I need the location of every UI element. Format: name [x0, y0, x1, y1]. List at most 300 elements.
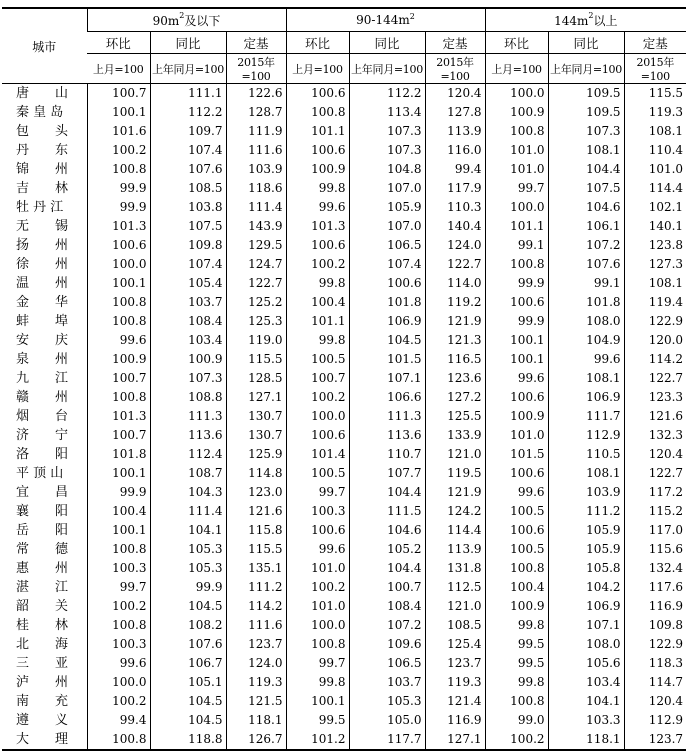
index-value: 112.4 — [150, 445, 226, 464]
index-value: 114.4 — [624, 179, 686, 198]
index-value: 106.7 — [150, 654, 226, 673]
index-value: 127.2 — [425, 388, 485, 407]
index-value: 112.5 — [425, 578, 485, 597]
table-body — [2, 84, 686, 751]
city-name: 锦 州 — [16, 162, 69, 177]
header-base-1: 上年同月=100 — [548, 54, 624, 84]
index-value: 107.5 — [150, 217, 226, 236]
index-value: 100.5 — [485, 540, 548, 559]
table-row — [2, 635, 686, 654]
index-value: 128.5 — [226, 369, 286, 388]
header-sub-1: 同比 — [548, 32, 624, 54]
table-row — [2, 255, 686, 274]
index-value: 125.5 — [425, 407, 485, 426]
header-group-label: 144m — [554, 13, 589, 28]
index-value: 107.6 — [150, 635, 226, 654]
index-value: 104.4 — [349, 483, 425, 502]
index-value: 111.6 — [226, 141, 286, 160]
index-value: 100.6 — [286, 426, 349, 445]
index-value: 103.3 — [548, 711, 624, 730]
index-value: 125.4 — [425, 635, 485, 654]
index-value: 100.6 — [87, 236, 150, 255]
index-value: 100.6 — [286, 236, 349, 255]
index-value: 100.7 — [87, 84, 150, 104]
city-name: 遵 义 — [16, 713, 69, 728]
index-value: 106.5 — [349, 654, 425, 673]
index-value: 103.9 — [548, 483, 624, 502]
index-value: 105.9 — [548, 521, 624, 540]
table-row — [2, 312, 686, 331]
header-city: 城市 — [2, 8, 87, 84]
index-value: 99.7 — [485, 179, 548, 198]
index-value: 100.6 — [485, 293, 548, 312]
index-value: 111.3 — [150, 407, 226, 426]
index-value: 100.2 — [87, 692, 150, 711]
index-value: 100.3 — [286, 502, 349, 521]
header-group-label: 90m — [152, 13, 180, 28]
index-value: 113.6 — [150, 426, 226, 445]
index-value: 100.1 — [286, 692, 349, 711]
index-value: 120.4 — [425, 84, 485, 104]
index-value: 111.5 — [349, 502, 425, 521]
city-name: 常 德 — [16, 542, 69, 557]
index-value: 122.9 — [624, 635, 686, 654]
index-value: 119.3 — [425, 673, 485, 692]
index-value: 107.3 — [349, 141, 425, 160]
index-value: 100.0 — [87, 255, 150, 274]
index-value: 99.7 — [286, 483, 349, 502]
index-value: 100.7 — [87, 426, 150, 445]
index-value: 101.5 — [485, 445, 548, 464]
index-value: 117.9 — [425, 179, 485, 198]
index-value: 99.6 — [548, 350, 624, 369]
city-name: 大 理 — [2, 730, 87, 750]
index-value: 101.8 — [87, 445, 150, 464]
index-value: 100.0 — [87, 673, 150, 692]
index-value: 99.7 — [87, 578, 150, 597]
index-value: 104.5 — [349, 331, 425, 350]
header-sub-2: 定基 — [425, 32, 485, 54]
table-row — [2, 464, 686, 483]
header-group-medium — [286, 8, 485, 32]
index-value: 123.7 — [425, 654, 485, 673]
index-value: 101.3 — [87, 217, 150, 236]
index-value: 101.1 — [485, 217, 548, 236]
index-value: 135.1 — [226, 559, 286, 578]
index-value: 100.2 — [87, 597, 150, 616]
index-value: 123.0 — [226, 483, 286, 502]
index-value: 106.9 — [548, 597, 624, 616]
index-value: 111.3 — [349, 407, 425, 426]
index-value: 100.0 — [485, 84, 548, 104]
index-value: 100.7 — [87, 369, 150, 388]
index-value: 107.4 — [349, 255, 425, 274]
index-value: 121.9 — [425, 312, 485, 331]
city-name: 秦 皇 岛 — [16, 105, 64, 120]
index-value: 118.8 — [150, 730, 226, 750]
index-value: 105.9 — [349, 198, 425, 217]
index-value: 119.4 — [624, 293, 686, 312]
index-value: 114.0 — [425, 274, 485, 293]
city-name: 襄 阳 — [16, 504, 69, 519]
index-value: 124.7 — [226, 255, 286, 274]
index-value: 99.8 — [286, 274, 349, 293]
index-value: 107.6 — [548, 255, 624, 274]
index-value: 113.9 — [425, 122, 485, 141]
table-row — [2, 578, 686, 597]
index-value: 123.7 — [624, 730, 686, 750]
index-value: 109.6 — [349, 635, 425, 654]
index-value: 99.4 — [87, 711, 150, 730]
index-value: 125.3 — [226, 312, 286, 331]
index-value: 100.8 — [286, 103, 349, 122]
index-value: 99.6 — [286, 540, 349, 559]
city-name: 无 锡 — [16, 219, 69, 234]
index-value: 104.6 — [548, 198, 624, 217]
index-value: 104.1 — [548, 692, 624, 711]
index-value: 110.5 — [548, 445, 624, 464]
index-value: 127.8 — [425, 103, 485, 122]
table-row — [2, 141, 686, 160]
index-value: 101.0 — [485, 426, 548, 445]
index-value: 114.8 — [226, 464, 286, 483]
index-value: 108.0 — [548, 312, 624, 331]
header-base-1: 上年同月=100 — [349, 54, 425, 84]
table-row — [2, 388, 686, 407]
header-group-large — [485, 8, 686, 32]
city-name: 北 海 — [16, 637, 69, 652]
city-name: 徐 州 — [16, 257, 69, 272]
index-value: 117.6 — [624, 578, 686, 597]
index-value: 100.6 — [485, 388, 548, 407]
index-value: 101.0 — [286, 597, 349, 616]
index-value: 109.8 — [150, 236, 226, 255]
index-value: 105.6 — [548, 654, 624, 673]
index-value: 124.0 — [226, 654, 286, 673]
index-value: 99.1 — [548, 274, 624, 293]
header-sub-0: 环比 — [87, 32, 150, 54]
index-value: 100.9 — [87, 350, 150, 369]
index-value: 101.0 — [286, 559, 349, 578]
header-row-groups — [2, 8, 686, 32]
header-base-2: 2015年=100 — [624, 54, 686, 84]
header-group-small — [87, 8, 286, 32]
index-value: 115.8 — [226, 521, 286, 540]
table-row — [2, 711, 686, 730]
index-value: 100.2 — [286, 578, 349, 597]
index-value: 101.3 — [87, 407, 150, 426]
header-sub-2: 定基 — [226, 32, 286, 54]
index-value: 118.6 — [226, 179, 286, 198]
header-sub-0: 环比 — [485, 32, 548, 54]
index-value: 116.0 — [425, 141, 485, 160]
table-row — [2, 445, 686, 464]
index-value: 108.1 — [548, 141, 624, 160]
index-value: 99.5 — [485, 654, 548, 673]
table-row — [2, 350, 686, 369]
index-value: 100.8 — [485, 692, 548, 711]
index-value: 100.1 — [485, 331, 548, 350]
index-value: 107.1 — [548, 616, 624, 635]
index-value: 108.4 — [150, 312, 226, 331]
index-value: 121.0 — [425, 445, 485, 464]
index-value: 111.9 — [226, 122, 286, 141]
index-value: 113.6 — [349, 426, 425, 445]
index-value: 100.3 — [87, 559, 150, 578]
index-value: 99.5 — [485, 635, 548, 654]
index-value: 108.4 — [349, 597, 425, 616]
header-sub-1: 同比 — [349, 32, 425, 54]
index-value: 116.9 — [624, 597, 686, 616]
index-value: 106.5 — [349, 236, 425, 255]
index-value: 101.5 — [349, 350, 425, 369]
header-sub-1: 同比 — [150, 32, 226, 54]
index-value: 105.3 — [349, 692, 425, 711]
index-value: 120.4 — [624, 692, 686, 711]
city-name: 泉 州 — [16, 352, 69, 367]
index-value: 123.7 — [226, 635, 286, 654]
index-value: 100.6 — [286, 84, 349, 104]
index-value: 100.7 — [349, 578, 425, 597]
index-value: 112.2 — [150, 103, 226, 122]
index-value: 121.6 — [624, 407, 686, 426]
index-value: 100.0 — [286, 407, 349, 426]
table-row — [2, 217, 686, 236]
index-value: 100.8 — [87, 160, 150, 179]
index-value: 100.1 — [485, 350, 548, 369]
index-value: 133.9 — [425, 426, 485, 445]
index-value: 119.3 — [624, 103, 686, 122]
city-name: 惠 州 — [16, 561, 69, 576]
index-value: 108.1 — [548, 369, 624, 388]
index-value: 100.6 — [286, 521, 349, 540]
index-value: 100.9 — [150, 350, 226, 369]
index-value: 101.2 — [286, 730, 349, 750]
index-value: 100.5 — [286, 464, 349, 483]
index-value: 117.2 — [624, 483, 686, 502]
index-value: 104.5 — [150, 711, 226, 730]
index-value: 100.3 — [87, 635, 150, 654]
header-base-1: 上年同月=100 — [150, 54, 226, 84]
index-value: 127.1 — [425, 730, 485, 750]
index-value: 99.0 — [485, 711, 548, 730]
city-name: 平 顶 山 — [16, 466, 64, 481]
index-value: 100.5 — [286, 350, 349, 369]
header-group-sup: 2 — [588, 10, 594, 20]
index-value: 100.2 — [286, 388, 349, 407]
index-value: 110.7 — [349, 445, 425, 464]
index-value: 100.6 — [286, 141, 349, 160]
index-value: 101.8 — [548, 293, 624, 312]
index-value: 107.2 — [349, 616, 425, 635]
index-value: 140.1 — [624, 217, 686, 236]
header-base-0: 上月=100 — [485, 54, 548, 84]
index-value: 101.1 — [286, 122, 349, 141]
index-value: 107.2 — [548, 236, 624, 255]
table-row — [2, 84, 686, 104]
index-value: 100.0 — [286, 616, 349, 635]
index-value: 108.0 — [548, 635, 624, 654]
index-value: 106.9 — [349, 312, 425, 331]
table-header — [2, 8, 686, 84]
index-value: 107.7 — [349, 464, 425, 483]
index-value: 100.8 — [87, 388, 150, 407]
index-value: 99.9 — [150, 578, 226, 597]
index-value: 99.4 — [425, 160, 485, 179]
index-value: 127.1 — [226, 388, 286, 407]
index-value: 100.1 — [87, 274, 150, 293]
index-value: 105.0 — [349, 711, 425, 730]
table-row — [2, 103, 686, 122]
index-value: 121.9 — [425, 483, 485, 502]
index-value: 104.5 — [150, 597, 226, 616]
city-name: 蚌 埠 — [16, 314, 69, 329]
index-value: 100.8 — [485, 255, 548, 274]
table-row — [2, 502, 686, 521]
index-value: 114.2 — [624, 350, 686, 369]
index-value: 103.7 — [150, 293, 226, 312]
index-value: 100.6 — [485, 521, 548, 540]
index-value: 100.9 — [485, 597, 548, 616]
index-value: 117.7 — [349, 730, 425, 750]
city-name: 安 庆 — [16, 333, 69, 348]
index-value: 100.4 — [286, 293, 349, 312]
city-name: 九 江 — [16, 371, 69, 386]
header-row-sub — [2, 32, 686, 54]
city-name: 温 州 — [16, 276, 69, 291]
index-value: 128.7 — [226, 103, 286, 122]
index-value: 104.4 — [548, 160, 624, 179]
index-value: 118.3 — [624, 654, 686, 673]
index-value: 130.7 — [226, 426, 286, 445]
index-value: 100.8 — [87, 540, 150, 559]
index-value: 99.5 — [286, 711, 349, 730]
header-sub-0: 环比 — [286, 32, 349, 54]
index-value: 110.3 — [425, 198, 485, 217]
index-value: 111.4 — [226, 198, 286, 217]
index-value: 104.4 — [349, 559, 425, 578]
index-value: 132.3 — [624, 426, 686, 445]
city-name: 韶 关 — [16, 599, 69, 614]
index-value: 119.3 — [226, 673, 286, 692]
index-value: 99.9 — [87, 198, 150, 217]
index-value: 101.8 — [349, 293, 425, 312]
index-value: 100.6 — [349, 274, 425, 293]
index-value: 99.8 — [286, 179, 349, 198]
header-group-sup: 2 — [179, 10, 185, 20]
index-value: 105.1 — [150, 673, 226, 692]
index-value: 101.0 — [485, 141, 548, 160]
index-value: 103.4 — [150, 331, 226, 350]
header-group-suffix: 及以下 — [184, 13, 221, 28]
index-value: 100.8 — [286, 635, 349, 654]
index-value: 107.4 — [150, 255, 226, 274]
index-value: 101.3 — [286, 217, 349, 236]
table-row — [2, 293, 686, 312]
index-value: 103.9 — [226, 160, 286, 179]
index-value: 100.1 — [87, 464, 150, 483]
city-name: 烟 台 — [16, 409, 69, 424]
city-name: 济 宁 — [16, 428, 69, 443]
index-value: 115.6 — [624, 540, 686, 559]
index-value: 107.1 — [349, 369, 425, 388]
table-row — [2, 521, 686, 540]
index-value: 111.4 — [150, 502, 226, 521]
index-value: 107.0 — [349, 179, 425, 198]
index-value: 100.8 — [87, 730, 150, 750]
city-name: 丹 东 — [16, 143, 69, 158]
index-value: 100.8 — [485, 122, 548, 141]
city-name: 牡 丹 江 — [16, 200, 64, 215]
index-value: 106.1 — [548, 217, 624, 236]
index-value: 104.9 — [548, 331, 624, 350]
index-value: 100.9 — [485, 103, 548, 122]
index-value: 99.6 — [87, 654, 150, 673]
index-value: 122.7 — [226, 274, 286, 293]
index-value: 111.7 — [548, 407, 624, 426]
index-value: 123.6 — [425, 369, 485, 388]
city-name: 赣 州 — [16, 390, 69, 405]
index-value: 106.9 — [548, 388, 624, 407]
index-value: 108.8 — [150, 388, 226, 407]
table-row — [2, 160, 686, 179]
index-value: 102.1 — [624, 198, 686, 217]
index-value: 104.1 — [150, 521, 226, 540]
header-base-2: 2015年=100 — [226, 54, 286, 84]
index-value: 108.1 — [548, 464, 624, 483]
index-value: 111.2 — [548, 502, 624, 521]
index-value: 109.7 — [150, 122, 226, 141]
table-row — [2, 483, 686, 502]
index-value: 100.2 — [485, 730, 548, 750]
index-value: 111.6 — [226, 616, 286, 635]
index-value: 99.1 — [485, 236, 548, 255]
index-value: 118.1 — [226, 711, 286, 730]
index-value: 122.6 — [226, 84, 286, 104]
index-value: 122.7 — [425, 255, 485, 274]
city-name: 湛 江 — [16, 580, 69, 595]
index-value: 100.9 — [485, 407, 548, 426]
index-value: 108.2 — [150, 616, 226, 635]
index-value: 104.6 — [349, 521, 425, 540]
index-value: 113.4 — [349, 103, 425, 122]
city-name: 扬 州 — [16, 238, 69, 253]
header-base-0: 上月=100 — [286, 54, 349, 84]
index-value: 116.5 — [425, 350, 485, 369]
index-value: 100.8 — [87, 312, 150, 331]
table-row — [2, 179, 686, 198]
index-value: 100.2 — [286, 255, 349, 274]
price-index-table-container — [2, 7, 686, 751]
index-value: 105.3 — [150, 559, 226, 578]
index-value: 100.8 — [87, 616, 150, 635]
index-value: 107.3 — [548, 122, 624, 141]
index-value: 119.2 — [425, 293, 485, 312]
index-value: 100.2 — [87, 141, 150, 160]
city-name: 金 华 — [16, 295, 69, 310]
city-name: 岳 阳 — [16, 523, 69, 538]
index-value: 101.1 — [286, 312, 349, 331]
index-value: 101.0 — [485, 160, 548, 179]
index-value: 111.1 — [150, 84, 226, 104]
index-value: 99.8 — [485, 616, 548, 635]
table-row — [2, 426, 686, 445]
index-value: 105.8 — [548, 559, 624, 578]
city-name: 吉 林 — [16, 181, 69, 196]
index-value: 125.9 — [226, 445, 286, 464]
index-value: 109.5 — [548, 84, 624, 104]
index-value: 114.7 — [624, 673, 686, 692]
